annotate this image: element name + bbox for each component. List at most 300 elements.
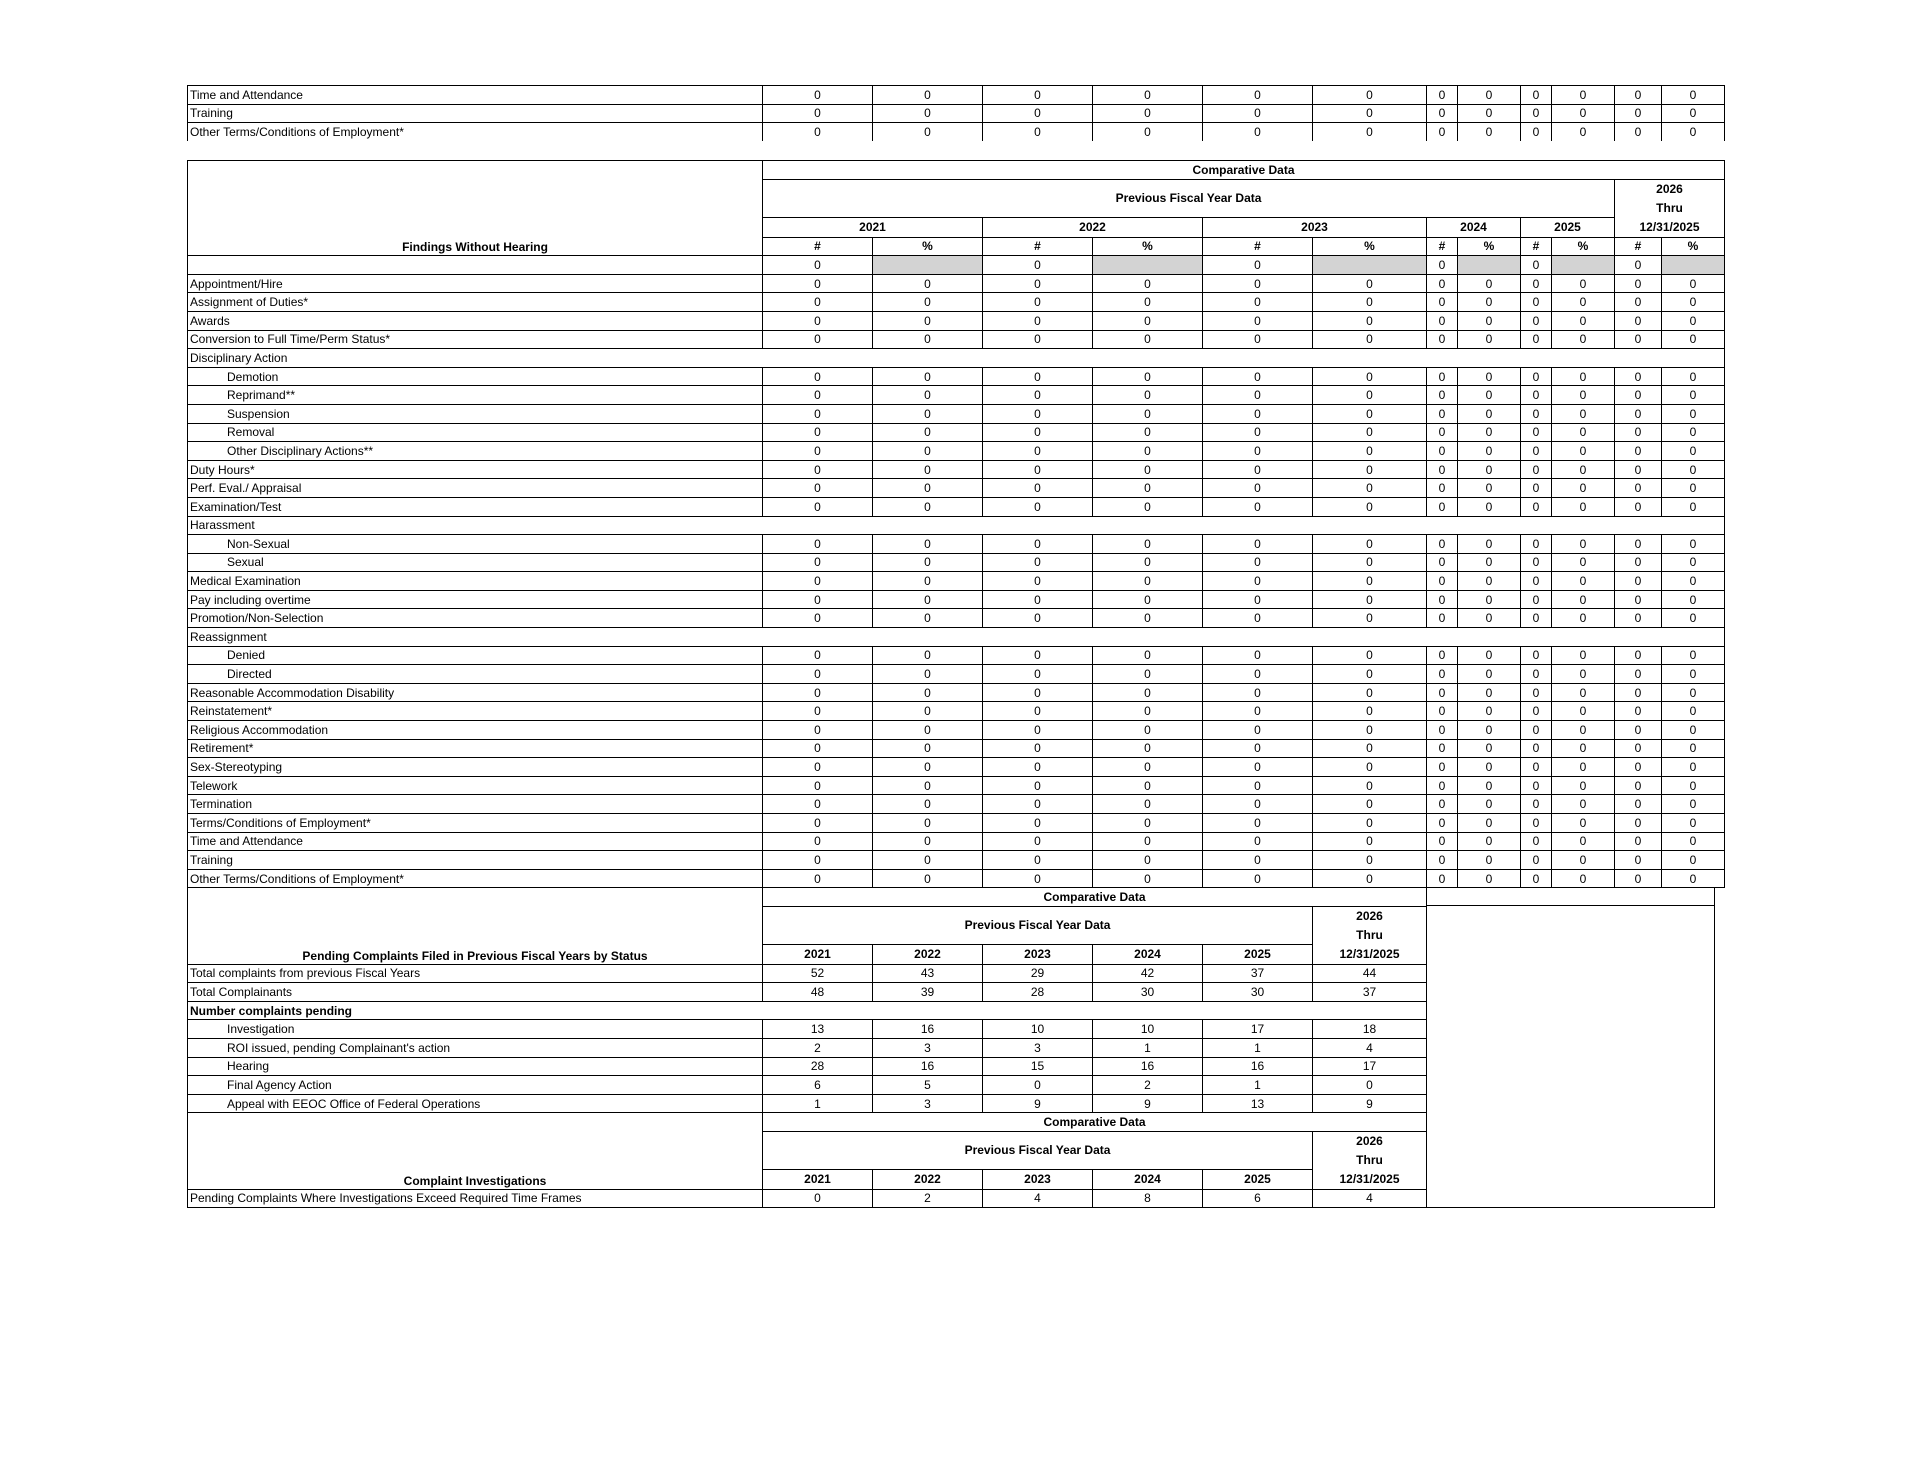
row-label: Investigation <box>188 1020 763 1039</box>
table-cell: 0 <box>1313 776 1427 795</box>
table-row <box>188 460 1725 479</box>
table-row <box>188 123 1725 141</box>
table-cell: 0 <box>1203 497 1313 516</box>
row-label: Pay including overtime <box>188 590 763 609</box>
count-column-header: # <box>763 237 873 256</box>
table-cell: 0 <box>1615 367 1662 386</box>
table-row <box>188 497 1725 516</box>
row-label: Disciplinary Action <box>188 349 1725 368</box>
row-label: Non-Sexual <box>188 535 763 554</box>
table-cell: 0 <box>873 758 983 777</box>
row-label: Other Terms/Conditions of Employment* <box>188 123 763 141</box>
table-cell: 0 <box>1313 572 1427 591</box>
total-cell: 0 <box>1521 256 1552 275</box>
row-label: Suspension <box>188 404 763 423</box>
table-cell: 0 <box>763 572 873 591</box>
previous-fiscal-year-header: Previous Fiscal Year Data <box>763 906 1313 945</box>
row-label <box>188 256 763 275</box>
table-cell: 1 <box>763 1094 873 1113</box>
table-cell: 0 <box>983 1076 1093 1095</box>
table-cell: 0 <box>1427 274 1458 293</box>
row-label: Time and Attendance <box>188 832 763 851</box>
table-cell: 0 <box>1662 86 1725 105</box>
table-row <box>188 404 1725 423</box>
table-cell: 0 <box>1662 479 1725 498</box>
table-cell: 0 <box>1615 460 1662 479</box>
table-cell: 0 <box>1427 293 1458 312</box>
table-cell: 0 <box>1458 460 1521 479</box>
table-cell: 0 <box>763 386 873 405</box>
table-cell: 0 <box>1615 423 1662 442</box>
table-cell: 0 <box>983 795 1093 814</box>
table-cell: 10 <box>983 1020 1093 1039</box>
table-cell: 0 <box>763 535 873 554</box>
year-header: 2022 <box>983 218 1203 237</box>
table-cell: 0 <box>1521 404 1552 423</box>
table-cell: 0 <box>873 665 983 684</box>
table-cell: 1 <box>1203 1076 1313 1095</box>
table-cell: 6 <box>1203 1189 1313 1208</box>
table-cell: 0 <box>1203 479 1313 498</box>
table-cell: 0 <box>1093 442 1203 461</box>
table-cell: 1 <box>1203 1038 1313 1057</box>
table-cell: 0 <box>1093 869 1203 888</box>
table-cell: 0 <box>1458 758 1521 777</box>
table-cell: 0 <box>1313 739 1427 758</box>
table-cell: 0 <box>1662 123 1725 141</box>
table-cell: 37 <box>1313 983 1427 1002</box>
year-header: 2023 <box>1203 218 1427 237</box>
table-cell: 0 <box>1521 330 1552 349</box>
table-cell: 0 <box>763 460 873 479</box>
table-cell: 0 <box>1458 311 1521 330</box>
previous-fiscal-year-header: Previous Fiscal Year Data <box>763 179 1615 218</box>
percent-column-header: % <box>873 237 983 256</box>
table-cell: 0 <box>1662 311 1725 330</box>
table-cell: 29 <box>983 964 1093 983</box>
table-cell: 0 <box>1313 590 1427 609</box>
table-cell: 0 <box>1203 572 1313 591</box>
table-cell: 0 <box>1458 646 1521 665</box>
table-cell: 0 <box>1552 646 1615 665</box>
table-cell: 0 <box>983 758 1093 777</box>
table-cell: 0 <box>1313 702 1427 721</box>
investigations-body <box>188 1189 1427 1208</box>
table-cell: 0 <box>1662 442 1725 461</box>
table-cell: 0 <box>1615 274 1662 293</box>
table-cell: 0 <box>1662 330 1725 349</box>
table-cell: 0 <box>1458 869 1521 888</box>
table-cell: 0 <box>1615 442 1662 461</box>
table-cell: 0 <box>1552 293 1615 312</box>
table-cell: 0 <box>983 665 1093 684</box>
table-cell: 16 <box>873 1057 983 1076</box>
total-cell: 0 <box>983 256 1093 275</box>
complaint-investigations-table <box>187 1112 1427 1208</box>
table-cell: 0 <box>983 683 1093 702</box>
table-row <box>188 479 1725 498</box>
table-cell: 9 <box>1313 1094 1427 1113</box>
table-cell: 0 <box>1313 123 1427 141</box>
table-cell: 43 <box>873 964 983 983</box>
table-cell: 0 <box>1458 832 1521 851</box>
count-column-header: # <box>983 237 1093 256</box>
table-cell: 0 <box>763 851 873 870</box>
totals-row <box>188 256 1725 275</box>
table-cell: 0 <box>1662 683 1725 702</box>
table-cell: 0 <box>1662 293 1725 312</box>
table-cell: 0 <box>1427 386 1458 405</box>
table-cell: 0 <box>873 721 983 740</box>
current-year: 2026 <box>1356 908 1383 923</box>
table-cell: 0 <box>1615 702 1662 721</box>
table-cell: 0 <box>1093 814 1203 833</box>
table-cell: 0 <box>1458 479 1521 498</box>
table-cell: 0 <box>1313 423 1427 442</box>
row-label: Religious Accommodation <box>188 721 763 740</box>
table-cell: 0 <box>873 479 983 498</box>
table-cell: 0 <box>1458 814 1521 833</box>
table-cell: 0 <box>1615 590 1662 609</box>
table-cell: 0 <box>1552 367 1615 386</box>
table-cell: 0 <box>1615 851 1662 870</box>
table-cell: 0 <box>1521 609 1552 628</box>
table-cell: 0 <box>1552 330 1615 349</box>
table-cell: 0 <box>1427 330 1458 349</box>
table-cell: 0 <box>763 1189 873 1208</box>
table-cell: 0 <box>1662 460 1725 479</box>
table-cell: 0 <box>983 274 1093 293</box>
table-cell: 16 <box>873 1020 983 1039</box>
table-cell: 0 <box>873 460 983 479</box>
table-cell: 0 <box>983 721 1093 740</box>
table-cell: 0 <box>1427 460 1458 479</box>
table-cell: 0 <box>1521 795 1552 814</box>
table-cell: 0 <box>763 758 873 777</box>
table-cell: 0 <box>1313 646 1427 665</box>
table-cell: 0 <box>983 404 1093 423</box>
count-column-header: # <box>1203 237 1313 256</box>
table-cell: 0 <box>1521 739 1552 758</box>
table-cell: 0 <box>983 86 1093 105</box>
table-cell: 0 <box>1203 274 1313 293</box>
table-cell: 8 <box>1093 1189 1203 1208</box>
table-cell: 0 <box>1615 535 1662 554</box>
table-cell: 0 <box>1427 776 1458 795</box>
top-continuation-table <box>187 85 1725 141</box>
table-cell: 0 <box>873 442 983 461</box>
row-label: Harassment <box>188 516 1725 535</box>
table-cell: 52 <box>763 964 873 983</box>
table-cell: 0 <box>1552 274 1615 293</box>
table-cell: 0 <box>1427 442 1458 461</box>
table-cell: 9 <box>1093 1094 1203 1113</box>
table-cell: 0 <box>1427 721 1458 740</box>
table-cell: 0 <box>1552 386 1615 405</box>
current-date: 12/31/2025 <box>1639 219 1700 234</box>
frame-border <box>1427 905 1715 906</box>
row-label: Sex-Stereotyping <box>188 758 763 777</box>
current-year-header <box>1313 1131 1427 1189</box>
findings-without-hearing-table <box>187 160 1725 888</box>
year-header: 2022 <box>873 1170 983 1189</box>
table-cell: 0 <box>1427 572 1458 591</box>
table-cell: 0 <box>763 739 873 758</box>
row-label: Reasonable Accommodation Disability <box>188 683 763 702</box>
table-cell: 0 <box>1313 104 1427 123</box>
table-cell: 44 <box>1313 964 1427 983</box>
table-cell: 0 <box>1203 758 1313 777</box>
table-row <box>188 869 1725 888</box>
thru-label: Thru <box>1656 200 1683 215</box>
table-cell: 0 <box>1093 460 1203 479</box>
row-label: Total complaints from previous Fiscal Years <box>188 964 763 983</box>
table-cell: 0 <box>1662 609 1725 628</box>
table-cell: 42 <box>1093 964 1203 983</box>
table-cell: 0 <box>1313 311 1427 330</box>
table-cell: 0 <box>1458 665 1521 684</box>
table-cell: 0 <box>1093 572 1203 591</box>
table-cell: 5 <box>873 1076 983 1095</box>
table-cell: 0 <box>1203 814 1313 833</box>
table-cell: 0 <box>1427 423 1458 442</box>
comparative-data-header: Comparative Data <box>763 888 1427 907</box>
table-cell: 0 <box>873 814 983 833</box>
table-cell: 0 <box>1458 553 1521 572</box>
table-cell: 0 <box>1521 442 1552 461</box>
table-cell: 0 <box>983 293 1093 312</box>
count-column-header: # <box>1615 237 1662 256</box>
table-cell: 0 <box>1458 721 1521 740</box>
table-cell: 0 <box>1662 814 1725 833</box>
table-cell: 0 <box>763 86 873 105</box>
table-cell: 0 <box>1093 776 1203 795</box>
table-cell: 0 <box>1313 274 1427 293</box>
table-cell: 0 <box>1313 479 1427 498</box>
table-cell: 0 <box>873 293 983 312</box>
table-cell: 0 <box>1203 535 1313 554</box>
table-cell: 0 <box>763 721 873 740</box>
table-row <box>188 609 1725 628</box>
findings-body <box>188 256 1725 888</box>
table-cell: 0 <box>873 590 983 609</box>
table-cell: 0 <box>1458 330 1521 349</box>
table-row <box>188 1094 1427 1113</box>
table-cell: 0 <box>1313 758 1427 777</box>
table-cell: 0 <box>1662 535 1725 554</box>
table-cell: 0 <box>1093 404 1203 423</box>
table-cell: 0 <box>1521 646 1552 665</box>
table-cell: 0 <box>763 646 873 665</box>
table-cell: 0 <box>1662 646 1725 665</box>
previous-fiscal-year-header: Previous Fiscal Year Data <box>763 1131 1313 1170</box>
table-cell: 0 <box>1552 535 1615 554</box>
table-cell: 0 <box>873 423 983 442</box>
table-cell: 0 <box>1521 572 1552 591</box>
table-cell: 0 <box>1093 386 1203 405</box>
table-cell: 0 <box>763 293 873 312</box>
table-cell: 0 <box>1203 702 1313 721</box>
table-row <box>188 553 1725 572</box>
percent-column-header: % <box>1313 237 1427 256</box>
table-cell: 0 <box>1521 274 1552 293</box>
table-row <box>188 964 1427 983</box>
table-cell: 0 <box>1093 739 1203 758</box>
table-cell: 0 <box>763 590 873 609</box>
table-cell: 0 <box>1662 386 1725 405</box>
table-cell: 0 <box>763 404 873 423</box>
table-cell: 0 <box>763 553 873 572</box>
table-cell: 0 <box>1458 386 1521 405</box>
table-cell: 0 <box>1662 758 1725 777</box>
table-cell: 0 <box>1427 553 1458 572</box>
table-cell: 10 <box>1093 1020 1203 1039</box>
table-cell: 0 <box>1521 683 1552 702</box>
table-cell: 0 <box>1521 497 1552 516</box>
row-label: ROI issued, pending Complainant's action <box>188 1038 763 1057</box>
table-cell: 0 <box>1427 535 1458 554</box>
table-cell: 0 <box>1427 702 1458 721</box>
table-cell: 0 <box>1313 386 1427 405</box>
table-cell: 0 <box>1313 293 1427 312</box>
table-cell: 17 <box>1203 1020 1313 1039</box>
pending-body <box>188 964 1427 1113</box>
row-label: Examination/Test <box>188 497 763 516</box>
table-cell: 0 <box>1093 367 1203 386</box>
table-cell: 0 <box>1427 832 1458 851</box>
frame-border <box>1427 1207 1715 1208</box>
table-row <box>188 665 1725 684</box>
table-row <box>188 1057 1427 1076</box>
table-cell: 0 <box>1458 851 1521 870</box>
table-cell: 0 <box>1521 702 1552 721</box>
row-label: Reprimand** <box>188 386 763 405</box>
table-cell: 0 <box>983 739 1093 758</box>
table-cell: 0 <box>983 776 1093 795</box>
table-cell: 0 <box>873 683 983 702</box>
table-cell: 3 <box>873 1038 983 1057</box>
table-cell: 0 <box>873 535 983 554</box>
table-cell: 0 <box>1093 553 1203 572</box>
table-cell: 0 <box>1427 851 1458 870</box>
year-header: 2024 <box>1093 945 1203 964</box>
year-header: 2021 <box>763 945 873 964</box>
table-cell: 0 <box>1662 104 1725 123</box>
year-header: 2025 <box>1521 218 1615 237</box>
table-row <box>188 442 1725 461</box>
table-row <box>188 795 1725 814</box>
table-cell: 0 <box>1662 590 1725 609</box>
table-cell: 0 <box>1427 814 1458 833</box>
current-date: 12/31/2025 <box>1339 946 1400 961</box>
percent-column-header: % <box>1458 237 1521 256</box>
table-row <box>188 293 1725 312</box>
row-label: Sexual <box>188 553 763 572</box>
table-cell: 0 <box>983 479 1093 498</box>
year-header: 2021 <box>763 218 983 237</box>
table-row <box>188 367 1725 386</box>
table-cell: 0 <box>1427 609 1458 628</box>
table-cell: 0 <box>873 776 983 795</box>
table-row <box>188 423 1725 442</box>
current-year: 2026 <box>1356 1133 1383 1148</box>
table-cell: 0 <box>763 311 873 330</box>
table-cell: 0 <box>1662 851 1725 870</box>
table-cell: 0 <box>1615 832 1662 851</box>
table-cell: 0 <box>1093 851 1203 870</box>
table-cell: 0 <box>1458 795 1521 814</box>
table-cell: 0 <box>1093 590 1203 609</box>
findings-title: Findings Without Hearing <box>188 161 763 256</box>
table-cell: 0 <box>983 851 1093 870</box>
row-label: Demotion <box>188 367 763 386</box>
table-cell: 0 <box>1427 758 1458 777</box>
table-cell: 0 <box>983 553 1093 572</box>
table-cell: 0 <box>1203 311 1313 330</box>
shaded-cell <box>1313 256 1427 275</box>
table-cell: 0 <box>1552 739 1615 758</box>
table-cell: 0 <box>1458 442 1521 461</box>
table-row <box>188 646 1725 665</box>
row-label: Telework <box>188 776 763 795</box>
table-cell: 0 <box>983 869 1093 888</box>
table-cell: 0 <box>1662 553 1725 572</box>
table-cell: 0 <box>1615 123 1662 141</box>
table-cell: 0 <box>1093 123 1203 141</box>
table-cell: 0 <box>873 646 983 665</box>
table-row <box>188 1189 1427 1208</box>
table-cell: 0 <box>1615 553 1662 572</box>
row-label: Termination <box>188 795 763 814</box>
table-cell: 0 <box>1203 739 1313 758</box>
table-cell: 0 <box>1313 795 1427 814</box>
table-cell: 0 <box>763 683 873 702</box>
table-cell: 0 <box>1615 683 1662 702</box>
table-cell: 0 <box>1427 479 1458 498</box>
table-cell: 0 <box>1552 721 1615 740</box>
table-cell: 0 <box>873 404 983 423</box>
table-cell: 0 <box>1521 311 1552 330</box>
table-cell: 0 <box>1552 814 1615 833</box>
table-cell: 0 <box>1313 851 1427 870</box>
table-cell: 0 <box>1313 442 1427 461</box>
row-label: Assignment of Duties* <box>188 293 763 312</box>
table-cell: 0 <box>1552 851 1615 870</box>
table-cell: 0 <box>1615 814 1662 833</box>
total-cell: 0 <box>763 256 873 275</box>
current-year-header <box>1313 906 1427 964</box>
table-cell: 0 <box>1662 497 1725 516</box>
table-cell: 0 <box>763 423 873 442</box>
table-cell: 0 <box>1427 367 1458 386</box>
total-cell: 0 <box>1615 256 1662 275</box>
table-cell: 0 <box>1521 386 1552 405</box>
table-cell: 0 <box>1458 590 1521 609</box>
table-cell: 0 <box>1427 739 1458 758</box>
table-cell: 0 <box>1458 702 1521 721</box>
table-cell: 0 <box>1615 404 1662 423</box>
table-cell: 0 <box>983 702 1093 721</box>
table-cell: 0 <box>873 367 983 386</box>
table-cell: 0 <box>1203 869 1313 888</box>
table-cell: 0 <box>763 104 873 123</box>
table-cell: 0 <box>1203 123 1313 141</box>
table-cell: 0 <box>763 330 873 349</box>
table-cell: 0 <box>1203 86 1313 105</box>
table-cell: 0 <box>1093 832 1203 851</box>
table-cell: 16 <box>1093 1057 1203 1076</box>
row-label: Medical Examination <box>188 572 763 591</box>
